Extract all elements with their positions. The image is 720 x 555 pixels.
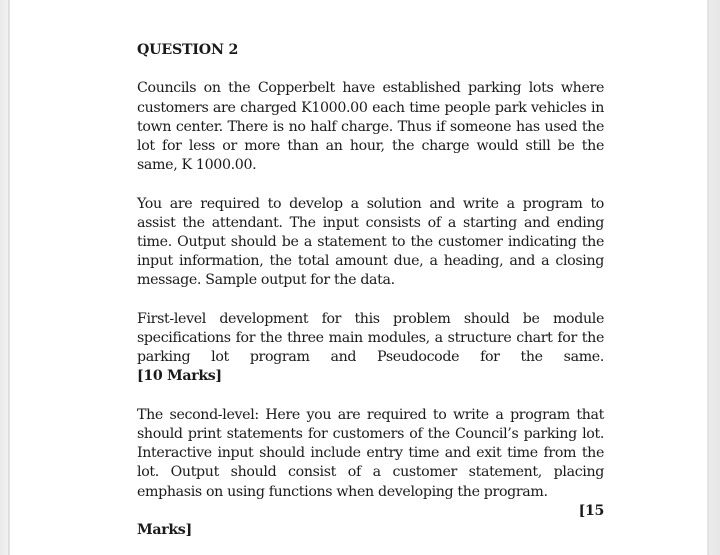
paragraph-first-level [137, 310, 604, 387]
first-level-line-2: specifications for the three main modules, a structure chart for the [137, 330, 604, 346]
paragraph-requirements: You are required to develop a solution and write a program to assist the attendant. The input consists of a starting and ending time. Output should be a statement to the customer indicating the input information, the total amount due, a heading, and a closing message. Sample output for the data. [137, 195, 604, 289]
document-page [10, 0, 707, 555]
page-content [137, 41, 604, 540]
question-heading: QUESTION 2 [137, 42, 239, 58]
page-right-edge [707, 0, 720, 555]
paragraph-second-level [137, 406, 604, 540]
paragraph-parking-charge: Councils on the Copperbelt have established parking lots where customers are charged K1000.00 each time people park vehicles in town center. There is no half charge. Thus if someone has used the lot for less or more than an hour, the charge would still be the same, K 1000.00. [137, 80, 604, 174]
page-left-edge [0, 0, 10, 555]
first-level-line-3: parking lot program and Pseudocode for the same. [137, 349, 604, 366]
second-level-text: The second-level: Here you are required to write a program that should print statements for customers of the Council’s parking lot. Interactive input should include entry time and exit time from the lot. Output should consist of a customer statement, placing emphasis on using functions when developing the program. [137, 406, 604, 500]
second-level-marks-label: Marks] [137, 522, 192, 539]
second-level-marks-bracket: [15 [578, 502, 604, 519]
first-level-marks: [10 Marks] [137, 368, 222, 385]
first-level-line-1: First-level development for this problem should be module [137, 310, 604, 327]
